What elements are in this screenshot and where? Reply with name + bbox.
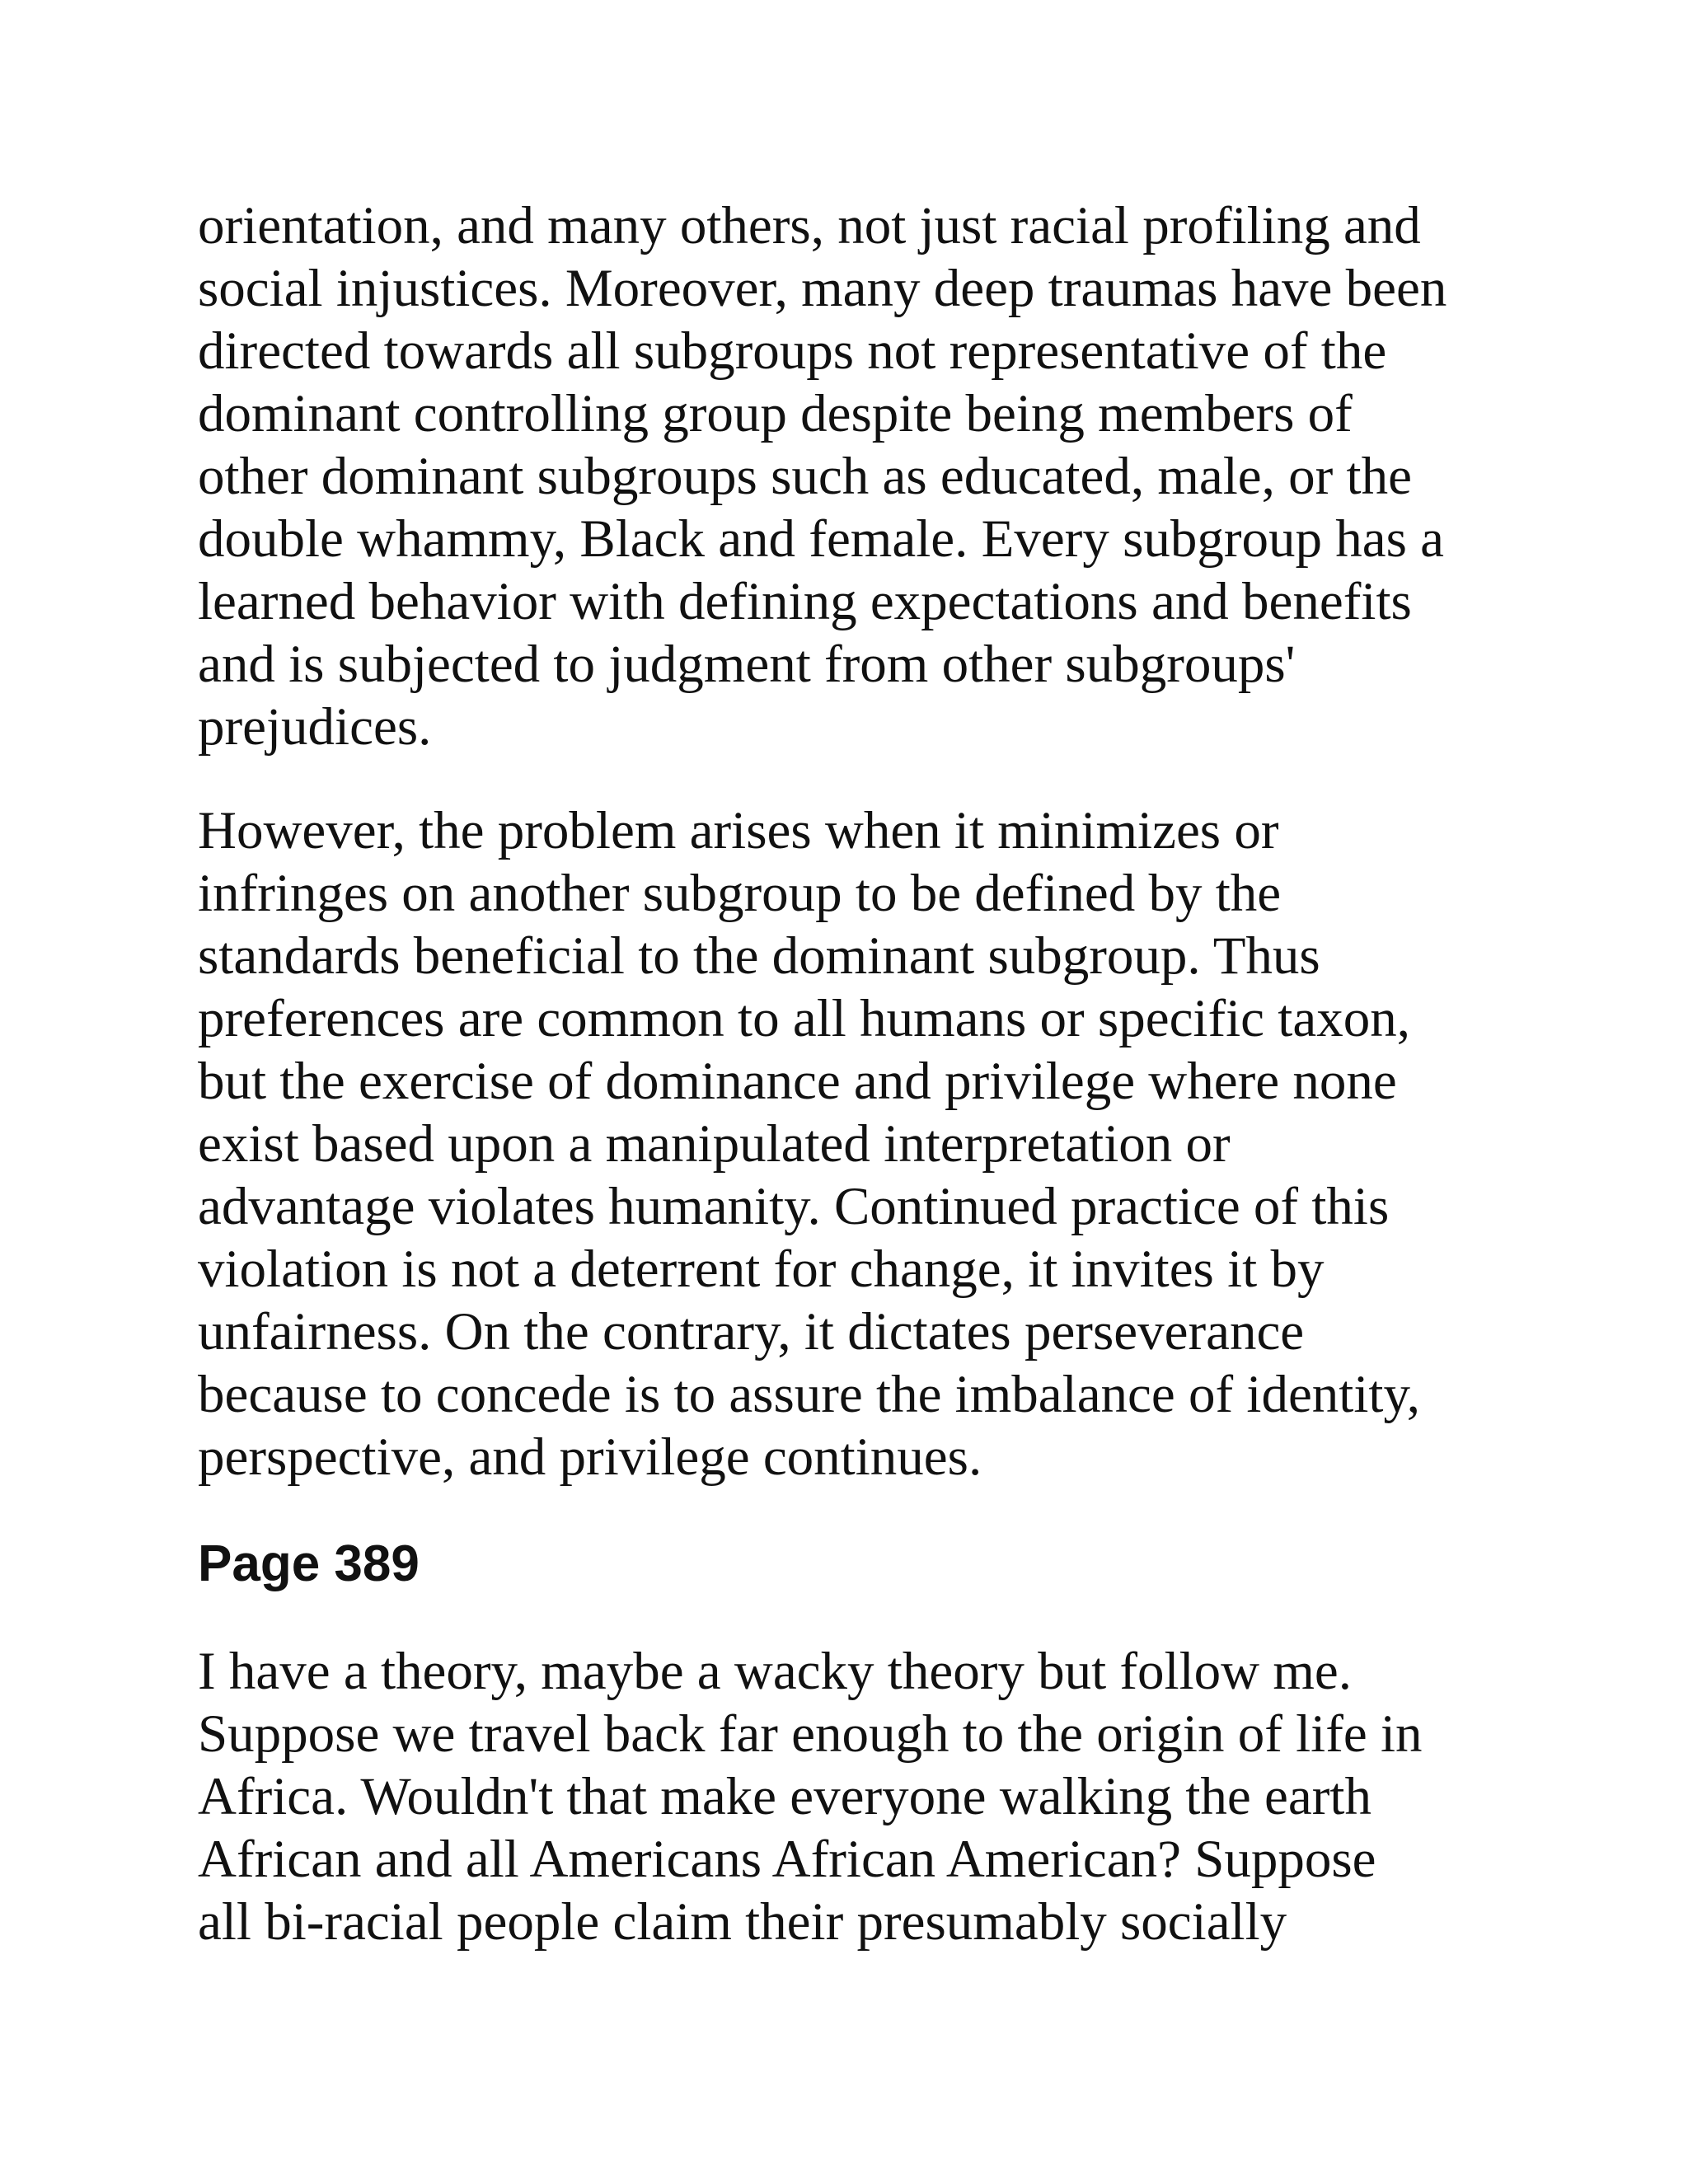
text-line: preferences are common to all humans or specific taxon, — [198, 989, 1410, 1048]
text-column — [198, 194, 1500, 1953]
text-line: social injustices. Moreover, many deep traumas have been — [198, 259, 1447, 318]
text-line: Suppose we travel back far enough to the origin of life in — [198, 1704, 1423, 1764]
text-line: infringes on another subgroup to be defined by the — [198, 864, 1282, 923]
text-line: exist based upon a manipulated interpretation or — [198, 1114, 1231, 1174]
paragraph-theory — [198, 1640, 1500, 1953]
text-line: I have a theory, maybe a wacky theory but follow me. — [198, 1642, 1353, 1701]
text-line: violation is not a deterrent for change, it invites it by — [198, 1240, 1325, 1299]
text-line: but the exercise of dominance and privilege where none — [198, 1052, 1397, 1111]
text-line: perspective, and privilege continues. — [198, 1427, 982, 1487]
text-line: all bi-racial people claim their presumably socially — [198, 1892, 1287, 1952]
text-line: African and all Americans African American? Suppose — [198, 1830, 1376, 1889]
text-line: advantage violates humanity. Continued practice of this — [198, 1177, 1390, 1236]
paragraph-however — [198, 799, 1500, 1488]
text-line: and is subjected to judgment from other subgroups' — [198, 635, 1296, 694]
text-line: standards beneficial to the dominant subgroup. Thus — [198, 926, 1320, 986]
paragraph-subgroups — [198, 194, 1500, 758]
text-line: double whammy, Black and female. Every subgroup has a — [198, 509, 1445, 569]
text-line: because to concede is to assure the imbalance of identity, — [198, 1365, 1421, 1424]
text-line: learned behavior with defining expectations and benefits — [198, 572, 1412, 631]
text-line: However, the problem arises when it minimizes or — [198, 801, 1279, 860]
text-line: unfairness. On the contrary, it dictates perseverance — [198, 1302, 1305, 1361]
text-line: dominant controlling group despite being members of — [198, 384, 1353, 443]
text-line: directed towards all subgroups not representative of the — [198, 321, 1387, 381]
text-line: orientation, and many others, not just racial profiling and — [198, 196, 1421, 255]
text-line: Africa. Wouldn't that make everyone walking the earth — [198, 1767, 1372, 1826]
text-line: prejudices. — [198, 697, 432, 757]
text-line: other dominant subgroups such as educated, male, or the — [198, 447, 1412, 506]
page-heading: Page 389 — [198, 1535, 420, 1592]
